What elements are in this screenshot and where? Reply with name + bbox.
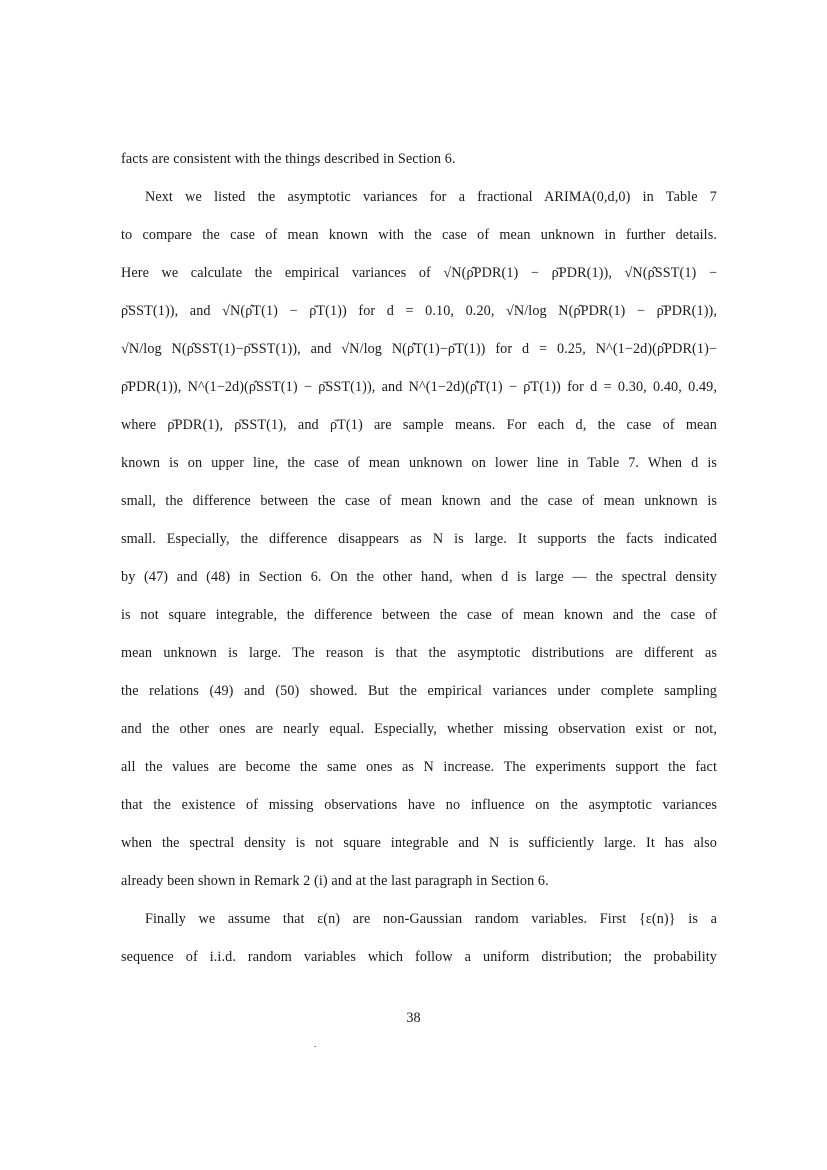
text-line: small, the difference between the case of mean known and the case of mean unknown is — [121, 493, 717, 509]
text-line: by (47) and (48) in Section 6. On the other hand, when d is large — the spectral density — [121, 569, 717, 585]
text-line: is not square integrable, the difference between the case of mean known and the case of — [121, 607, 717, 623]
text-line: known is on upper line, the case of mean unknown on lower line in Table 7. When d is — [121, 455, 717, 471]
text-line: facts are consistent with the things described in Section 6. — [121, 151, 456, 167]
scan-speck — [314, 1046, 316, 1047]
text-line: ρ̄SST(1)), and √N(ρ̂T(1) − ρ̄T(1)) for d = 0.10, 0.20, √N/log N(ρ̂PDR(1) − ρ̄PDR(1)), — [121, 303, 717, 319]
text-line: Here we calculate the empirical variances of √N(ρ̂PDR(1) − ρ̄PDR(1)), √N(ρ̂SST(1) − — [121, 265, 717, 281]
text-line: to compare the case of mean known with the case of mean unknown in further details. — [121, 227, 717, 243]
text-line: where ρ̄PDR(1), ρ̄SST(1), and ρ̄T(1) are sample means. For each d, the case of mean — [121, 417, 717, 433]
text-line: the relations (49) and (50) showed. But the empirical variances under complete sampling — [121, 683, 717, 699]
text-line: all the values are become the same ones as N increase. The experiments support the fact — [121, 759, 717, 775]
text-line: Finally we assume that ε(n) are non-Gaussian random variables. First {ε(n)} is a — [145, 911, 717, 927]
text-line: already been shown in Remark 2 (i) and at the last paragraph in Section 6. — [121, 873, 549, 889]
page-number: 38 — [406, 1010, 421, 1026]
text-line: √N/log N(ρ̂SST(1)−ρ̄SST(1)), and √N/log N(ρ̂T(1)−ρ̄T(1)) for d = 0.25, N^(1−2d)(ρ̂PDR(1)− — [121, 341, 717, 357]
text-line: ρ̄PDR(1)), N^(1−2d)(ρ̂SST(1) − ρ̄SST(1)), and N^(1−2d)(ρ̂T(1) − ρ̄T(1)) for d = 0.30, 0.40, 0.49, — [121, 379, 717, 395]
text-line: small. Especially, the difference disappears as N is large. It supports the facts indicated — [121, 531, 717, 547]
text-line: that the existence of missing observations have no influence on the asymptotic variances — [121, 797, 717, 813]
text-line: sequence of i.i.d. random variables which follow a uniform distribution; the probability — [121, 949, 717, 965]
text-line: and the other ones are nearly equal. Especially, whether missing observation exist or not, — [121, 721, 717, 737]
text-line: when the spectral density is not square integrable and N is sufficiently large. It has also — [121, 835, 717, 851]
text-line: mean unknown is large. The reason is that the asymptotic distributions are different as — [121, 645, 717, 661]
text-line: Next we listed the asymptotic variances for a fractional ARIMA(0,d,0) in Table 7 — [145, 189, 717, 205]
